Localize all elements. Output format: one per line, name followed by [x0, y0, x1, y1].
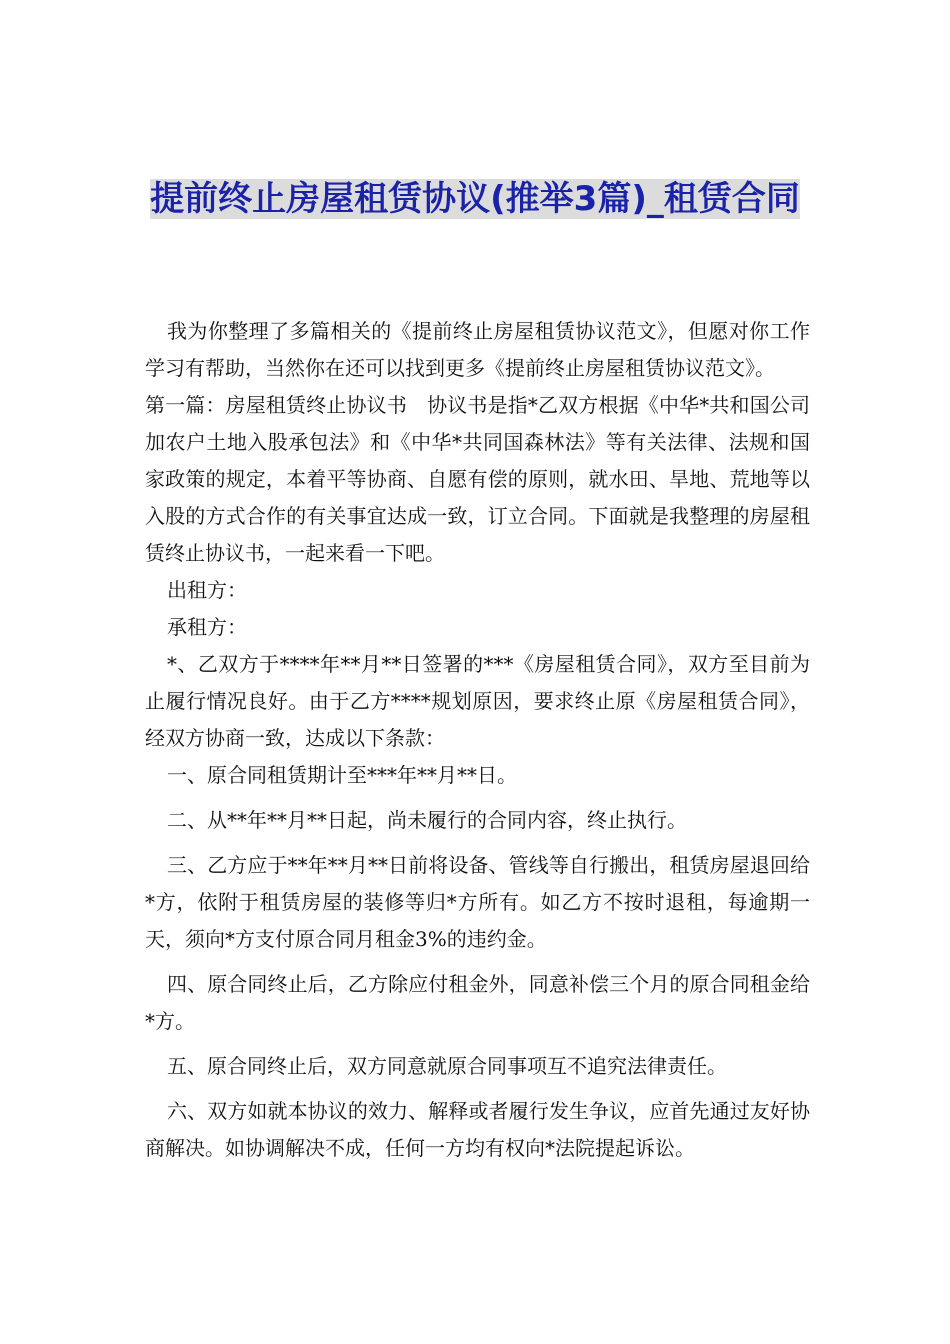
document-body	[145, 313, 810, 1175]
clause-five: 五、原合同终止后，双方同意就原合同事项互不追究法律责任。	[167, 1054, 727, 1078]
agreement-preamble: *、乙双方于****年**月**日签署的***《房屋租赁合同》，双方至目前为止履行情况良好。由于乙方****规划原因，要求终止原《房屋租赁合同》，经双方协商一致，达成以下条款：	[145, 652, 810, 750]
clause-two: 二、从**年**月**日起，尚未履行的合同内容，终止执行。	[167, 808, 687, 832]
section-one-paragraph: 第一篇：房屋租赁终止协议书 协议书是指*乙双方根据《中华*共和国公司加农户土地入股承包法》和《中华*共同国森林法》等有关法律、法规和国家政策的规定，本着平等协商、自愿有偿的原则，就水田、旱地、荒地等以入股的方式合作的有关事宜达成一致，订立合同。下面就是我整理的房屋租赁终止协议书，一起来看一下吧。	[145, 393, 810, 565]
document-title-text: 提前终止房屋租赁协议(推举3篇)_租赁合同	[150, 179, 800, 219]
intro-paragraph: 我为你整理了多篇相关的《提前终止房屋租赁协议范文》，但愿对你工作学习有帮助，当然你在还可以找到更多《提前终止房屋租赁协议范文》。	[145, 319, 810, 380]
document-title	[150, 173, 800, 225]
clause-four: 四、原合同终止后，乙方除应付租金外，同意补偿三个月的原合同租金给*方。	[145, 972, 810, 1033]
clause-one: 一、原合同租赁期计至***年**月**日。	[167, 763, 517, 787]
clause-six: 六、双方如就本协议的效力、解释或者履行发生争议，应首先通过友好协商解决。如协调解决不成，任何一方均有权向*法院提起诉讼。	[145, 1099, 810, 1160]
clause-three: 三、乙方应于**年**月**日前将设备、管线等自行搬出，租赁房屋退回给*方，依附于租赁房屋的装修等归*方所有。如乙方不按时退租，每逾期一天，须向*方支付原合同月租金3%的违约金。	[145, 853, 810, 951]
lessor-label: 出租方：	[167, 578, 247, 602]
lessee-label: 承租方：	[167, 615, 247, 639]
